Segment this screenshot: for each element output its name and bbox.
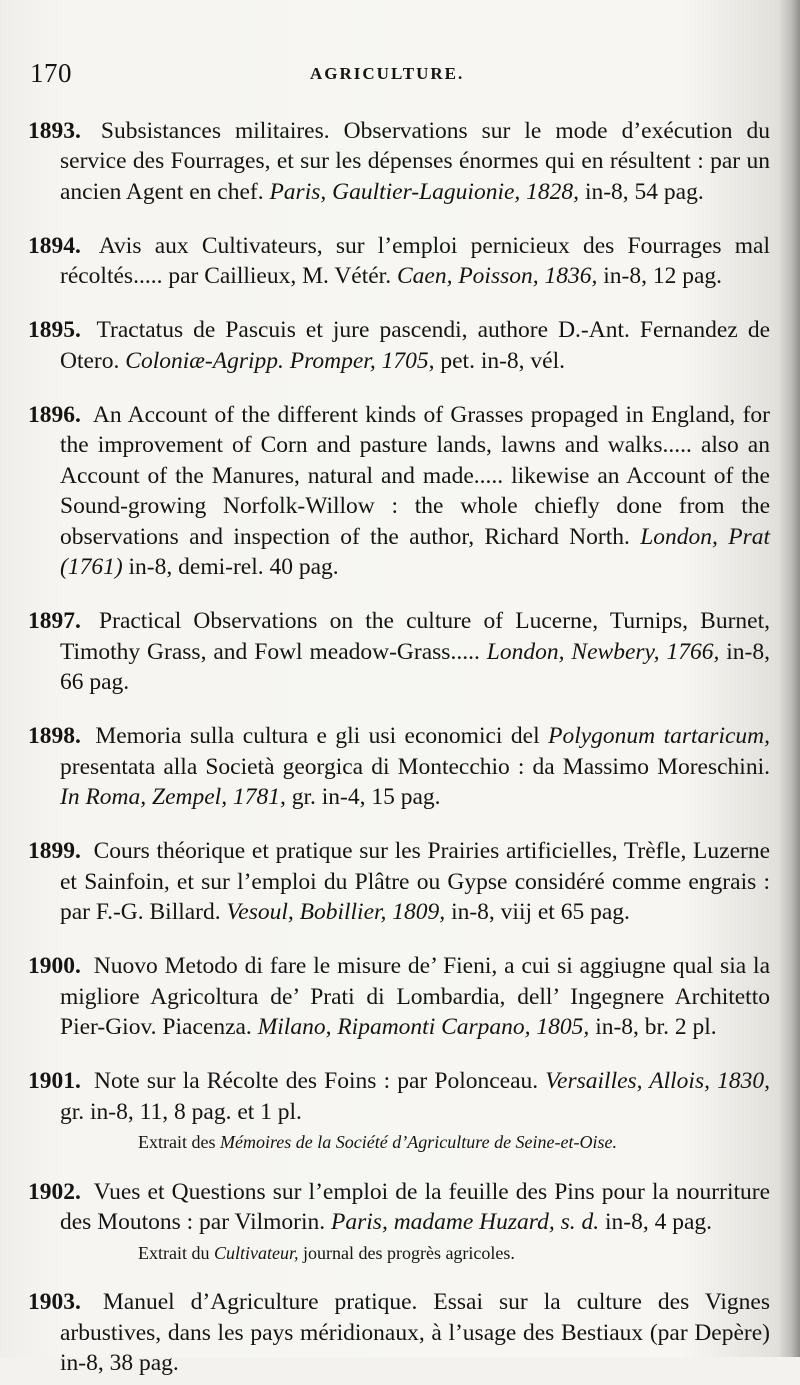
- entry-format: in-8, 54 pag.: [584, 178, 704, 205]
- entry-number: 1902.: [28, 1178, 81, 1205]
- entry-title: presentata alla Società georgica di Montecchio : da Massimo Moreschini.: [60, 753, 770, 780]
- entry-title: Avis aux Cultivateurs, sur l’emploi pernicieux des Fourrages mal récoltés..... par Caillieux, M. Vétér.: [60, 232, 770, 289]
- note-text-tail: journal des progrès agricoles.: [302, 1242, 515, 1263]
- page-header: [30, 58, 770, 92]
- entry-1903: [28, 1287, 770, 1379]
- entry-format: gr. in-8, 11, 8 pag. et 1 pl.: [60, 1098, 302, 1125]
- page-edge-shadow: [778, 0, 800, 1357]
- entry-number: 1901.: [28, 1068, 81, 1094]
- entry-publisher: In Roma, Zempel, 1781,: [60, 784, 286, 810]
- entry-number: 1896.: [28, 401, 81, 428]
- entry-title: Manuel d’Agriculture pratique. Essai sur la culture des Vignes arbustives, dans les pays méridionaux, à l’usage des Bestiaux (par Depère): [60, 1289, 770, 1346]
- page-number: 170: [30, 58, 72, 88]
- entry-title: Subsistances militaires. Observations sur le mode d’exécution du service des Fourrages, et sur les dépenses énormes qui en résultent : par un ancien Agent en chef.: [60, 117, 771, 205]
- entry-title-italic: Polygonum tartaricum,: [548, 723, 770, 749]
- running-head: AGRICULTURE.: [310, 64, 465, 83]
- entry-1902-note: [28, 1242, 770, 1264]
- entry-1899: [28, 836, 770, 928]
- entry-format: in-8, 38 pag.: [60, 1350, 179, 1376]
- entry-title: Note sur la Récolte des Foins : par Polonceau.: [94, 1068, 539, 1094]
- entry-format: gr. in-4, 15 pag.: [291, 784, 441, 810]
- entry-title: Tractatus de Pascuis et jure pascendi, authore D.-Ant. Fernandez de Otero.: [60, 317, 770, 374]
- entry-1900: [28, 951, 770, 1043]
- entry-1901: [28, 1066, 770, 1127]
- entry-1894: [28, 231, 770, 292]
- entry-1893: [28, 116, 770, 208]
- entry-number: 1894.: [28, 232, 81, 259]
- entry-title: Vues et Questions sur l’emploi de la feuille des Pins pour la nourriture des Moutons : par Vilmorin.: [60, 1178, 771, 1235]
- entry-title: Practical Observations on the culture of Lucerne, Turnips, Burnet, Timothy Grass, and Fowl meadow-Grass.....: [60, 608, 771, 665]
- entry-publisher: Vesoul, Bobillier, 1809,: [226, 899, 446, 925]
- entry-publisher: Milano, Ripamonti Carpano, 1805,: [257, 1014, 590, 1040]
- entry-number: 1898.: [28, 723, 81, 749]
- entry-title: Cours théorique et pratique sur les Prairies artificielles, Trèfle, Luzerne et Sainfoin, et sur l’emploi du Plâtre ou Gypse considéré comme engrais : par F.-G. Billard.: [60, 838, 771, 925]
- entry-1895: [28, 315, 770, 376]
- entry-title: Nuovo Metodo di fare le misure de’ Fieni, a cui si aggiugne qual sia la migliore Agricoltura de’ Prati di Lombardia, dell’ Ingegnere Architetto Pier-Giov. Piacenza.: [60, 953, 771, 1040]
- entry-number: 1903.: [28, 1289, 81, 1315]
- entry-title: An Account of the different kinds of Grasses propaged in England, for the improvement of Corn and pasture lands, lawns and walks..... also an Account of the Manures, natural and made..... likewise an Account of the Sound-growing Norfolk-Willow : the whole chiefly done from the observations and inspection of the author, Richard North.: [60, 401, 770, 550]
- entry-number: 1895.: [28, 317, 81, 343]
- entry-number: 1900.: [28, 953, 81, 979]
- entry-publisher: London, Newbery, 1766,: [486, 638, 720, 665]
- entry-format: in-8, viij et 65 pag.: [451, 899, 630, 925]
- entry-1902: [28, 1177, 770, 1238]
- entry-1898: [28, 721, 770, 813]
- entry-publisher: London, Prat (1761): [60, 523, 771, 580]
- entry-format: in-8, demi-rel. 40 pag.: [128, 554, 339, 580]
- entry-number: 1899.: [28, 838, 81, 864]
- entry-format: in-8, 66 pag.: [60, 638, 771, 695]
- entry-1896: [28, 400, 770, 583]
- entry-publisher: Caen, Poisson, 1836,: [396, 263, 598, 289]
- note-source: Mémoires de la Société d’Agriculture de Seine-et-Oise.: [219, 1132, 618, 1152]
- note-source: Cultivateur,: [213, 1242, 299, 1263]
- entry-publisher: Paris, madame Huzard, s. d.: [331, 1209, 600, 1235]
- entry-format: in-8, 12 pag.: [603, 263, 723, 289]
- entry-format: in-8, 4 pag.: [604, 1209, 713, 1235]
- entry-format: in-8, br. 2 pl.: [595, 1014, 717, 1040]
- entry-1897: [28, 606, 770, 698]
- entry-title-part: Memoria sulla cultura e gli usi economici del: [95, 723, 540, 749]
- entry-publisher: Coloniæ-Agripp. Promper, 1705,: [125, 347, 435, 374]
- bibliography-list: [28, 92, 770, 1385]
- note-text: Extrait des: [138, 1132, 216, 1152]
- entry-format: pet. in-8, vél.: [440, 347, 566, 374]
- entry-publisher: Versailles, Allois, 1830,: [545, 1068, 770, 1094]
- entry-1901-note: [28, 1131, 770, 1153]
- entry-publisher: Paris, Gaultier-Laguionie, 1828,: [269, 178, 580, 205]
- note-text: Extrait du: [138, 1242, 210, 1263]
- entry-number: 1893.: [28, 117, 81, 144]
- entry-number: 1897.: [28, 608, 81, 634]
